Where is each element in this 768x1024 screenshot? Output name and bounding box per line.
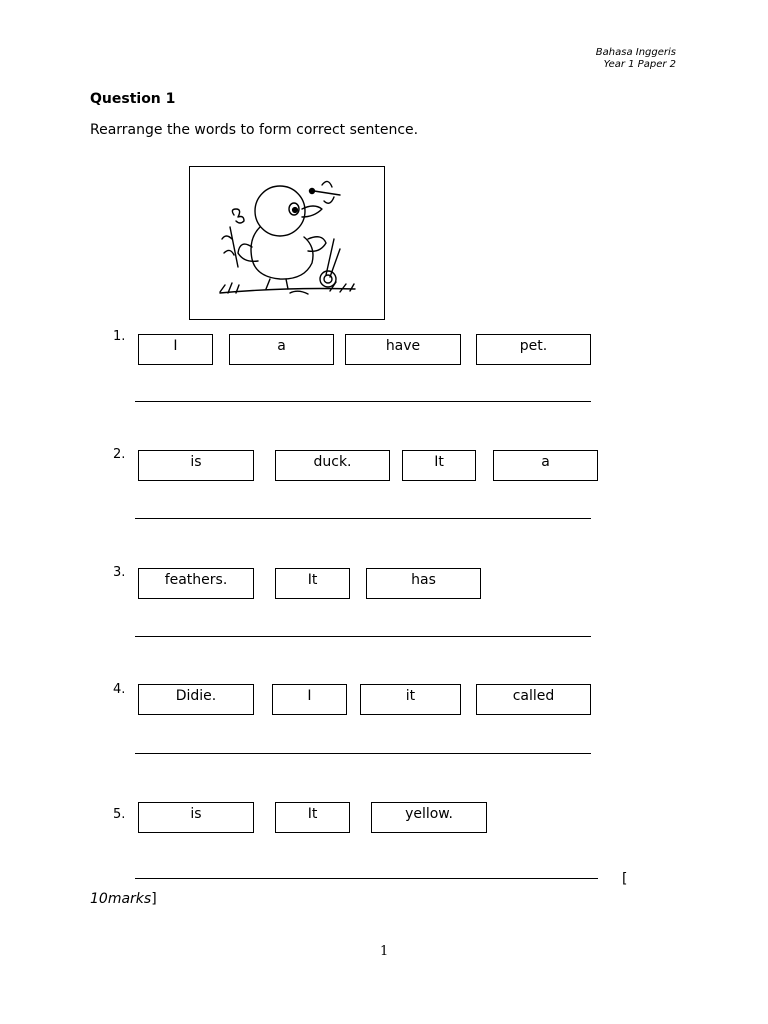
word-box: a — [229, 334, 334, 365]
header-paper: Year 1 Paper 2 — [603, 59, 676, 70]
word-box: yellow. — [371, 802, 487, 833]
answer-line[interactable] — [135, 636, 591, 637]
duckling-picture-frame — [189, 166, 385, 320]
answer-line[interactable] — [135, 401, 591, 402]
word-box: a — [493, 450, 598, 481]
question-instruction: Rearrange the words to form correct sentence. — [90, 122, 419, 138]
answer-line[interactable] — [135, 518, 591, 519]
marks-close-bracket: ] — [151, 891, 157, 907]
page-number: 1 — [380, 944, 389, 959]
word-box: I — [138, 334, 213, 365]
word-box: It — [402, 450, 476, 481]
item-number: 3. — [113, 565, 126, 580]
marks-label — [90, 891, 157, 907]
word-box: have — [345, 334, 461, 365]
word-box: pet. — [476, 334, 591, 365]
answer-line[interactable] — [135, 753, 591, 754]
word-box: called — [476, 684, 591, 715]
answer-line[interactable] — [135, 878, 598, 879]
word-box: It — [275, 802, 350, 833]
item-number: 2. — [113, 447, 126, 462]
word-box: has — [366, 568, 481, 599]
item-number: 5. — [113, 807, 126, 822]
header-subject: Bahasa Inggeris — [595, 47, 676, 58]
word-box: it — [360, 684, 461, 715]
word-box: I — [272, 684, 347, 715]
duckling-illustration — [190, 167, 384, 319]
word-box: Didie. — [138, 684, 254, 715]
word-box: is — [138, 802, 254, 833]
word-box: It — [275, 568, 350, 599]
item-number: 1. — [113, 329, 126, 344]
word-box: feathers. — [138, 568, 254, 599]
item-number: 4. — [113, 682, 126, 697]
marks-open-bracket: [ — [622, 871, 628, 887]
word-box: duck. — [275, 450, 390, 481]
word-box: is — [138, 450, 254, 481]
marks-value: 10marks — [90, 891, 152, 907]
question-title: Question 1 — [90, 91, 176, 107]
